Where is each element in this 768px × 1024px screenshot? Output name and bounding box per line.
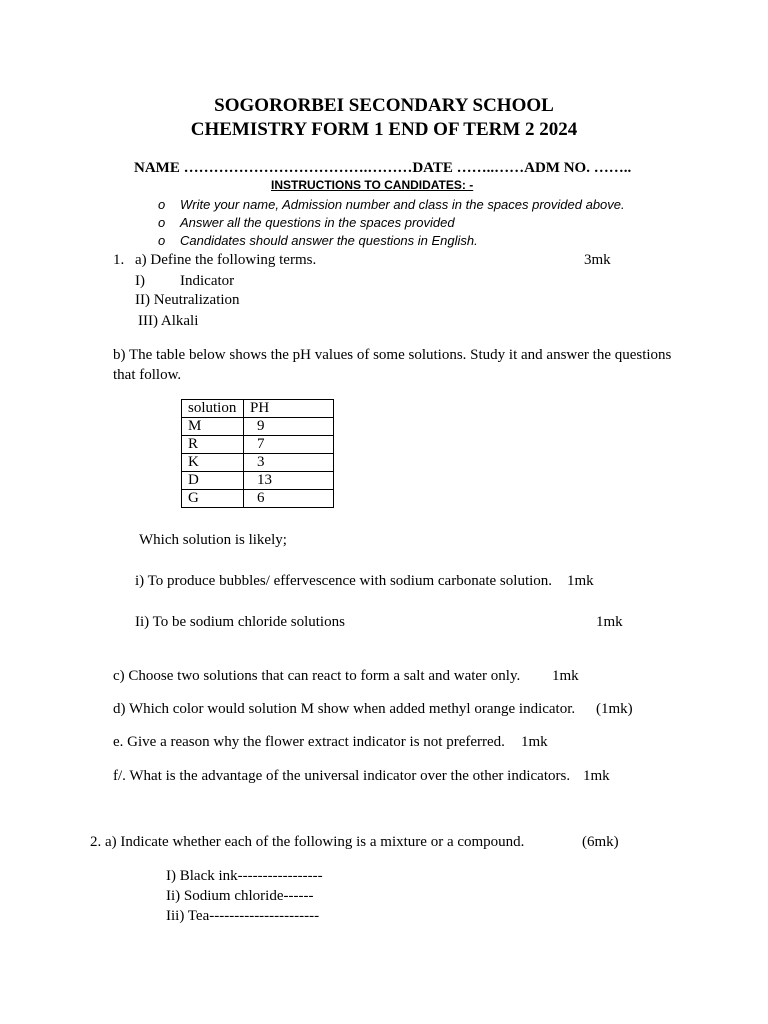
- instruction-text: Candidates should answer the questions in English.: [180, 233, 478, 248]
- solution-cell: M: [182, 418, 244, 436]
- exam-title: CHEMISTRY FORM 1 END OF TERM 2 2024: [190, 119, 578, 140]
- q1bi-text: i) To produce bubbles/ effervescence with sodium carbonate solution.: [135, 573, 553, 589]
- table-row: [182, 454, 334, 472]
- table-row: [182, 472, 334, 490]
- bullet-marker: o: [158, 215, 166, 230]
- ph-cell: 9: [244, 418, 334, 436]
- q1c-marks: 1mk: [552, 668, 579, 684]
- q1bii-text: Ii) To be sodium chloride solutions: [135, 614, 345, 630]
- q2-item-tea: Iii) Tea----------------------: [166, 908, 320, 924]
- q1bii-marks: 1mk: [596, 614, 623, 630]
- q1a-marks: 3mk: [584, 252, 611, 268]
- q1d-marks: (1mk): [596, 701, 633, 717]
- q1f-marks: 1mk: [583, 768, 610, 784]
- q1e-text: e. Give a reason why the flower extract indicator is not preferred.: [113, 734, 505, 750]
- q2a-marks: (6mk): [582, 834, 619, 850]
- table-row: [182, 490, 334, 508]
- ph-cell: 7: [244, 436, 334, 454]
- q2a-text: 2. a) Indicate whether each of the following is a mixture or a compound.: [90, 834, 525, 850]
- bullet-marker: o: [158, 197, 166, 212]
- term-indicator: Indicator: [180, 273, 235, 289]
- solution-cell: R: [182, 436, 244, 454]
- solution-cell: G: [182, 490, 244, 508]
- instruction-text: Answer all the questions in the spaces provided: [180, 215, 455, 230]
- instructions-heading: INSTRUCTIONS TO CANDIDATES: -: [271, 178, 474, 192]
- which-likely-text: Which solution is likely;: [139, 532, 287, 548]
- table-header-ph: PH: [244, 400, 334, 418]
- q1-number: 1.: [113, 252, 125, 268]
- q1b-text-line2: that follow.: [113, 367, 182, 383]
- q1a-text: a) Define the following terms.: [135, 252, 317, 268]
- q1c-text: c) Choose two solutions that can react to form a salt and water only.: [113, 668, 521, 684]
- ph-cell: 13: [244, 472, 334, 490]
- school-name: SOGORORBEI SECONDARY SCHOOL: [214, 95, 554, 116]
- q2-item-black-ink: I) Black ink-----------------: [166, 868, 323, 884]
- q1bi-marks: 1mk: [567, 573, 594, 589]
- term-alkali: III) Alkali: [138, 313, 199, 329]
- ph-table: [181, 399, 334, 508]
- instruction-text: Write your name, Admission number and class in the spaces provided above.: [180, 197, 625, 212]
- name-date-adm-line: NAME ……………………………….………DATE ……..……ADM NO. ……..: [134, 160, 632, 176]
- solution-cell: D: [182, 472, 244, 490]
- table-row: [182, 418, 334, 436]
- q1d-text: d) Which color would solution M show when added methyl orange indicator.: [113, 701, 576, 717]
- bullet-marker: o: [158, 233, 166, 248]
- table-row: [182, 436, 334, 454]
- q1e-marks: 1mk: [521, 734, 548, 750]
- table-header-solution: solution: [182, 400, 244, 418]
- term-neutralization: II) Neutralization: [135, 292, 240, 308]
- q1f-text: f/. What is the advantage of the universal indicator over the other indicators.: [113, 768, 571, 784]
- q2-item-sodium-chloride: Ii) Sodium chloride------: [166, 888, 314, 904]
- ph-cell: 6: [244, 490, 334, 508]
- q1b-text-line1: b) The table below shows the pH values of some solutions. Study it and answer the questions: [113, 347, 672, 363]
- solution-cell: K: [182, 454, 244, 472]
- ph-cell: 3: [244, 454, 334, 472]
- term-number: I): [135, 273, 145, 289]
- table-header-row: [182, 400, 334, 418]
